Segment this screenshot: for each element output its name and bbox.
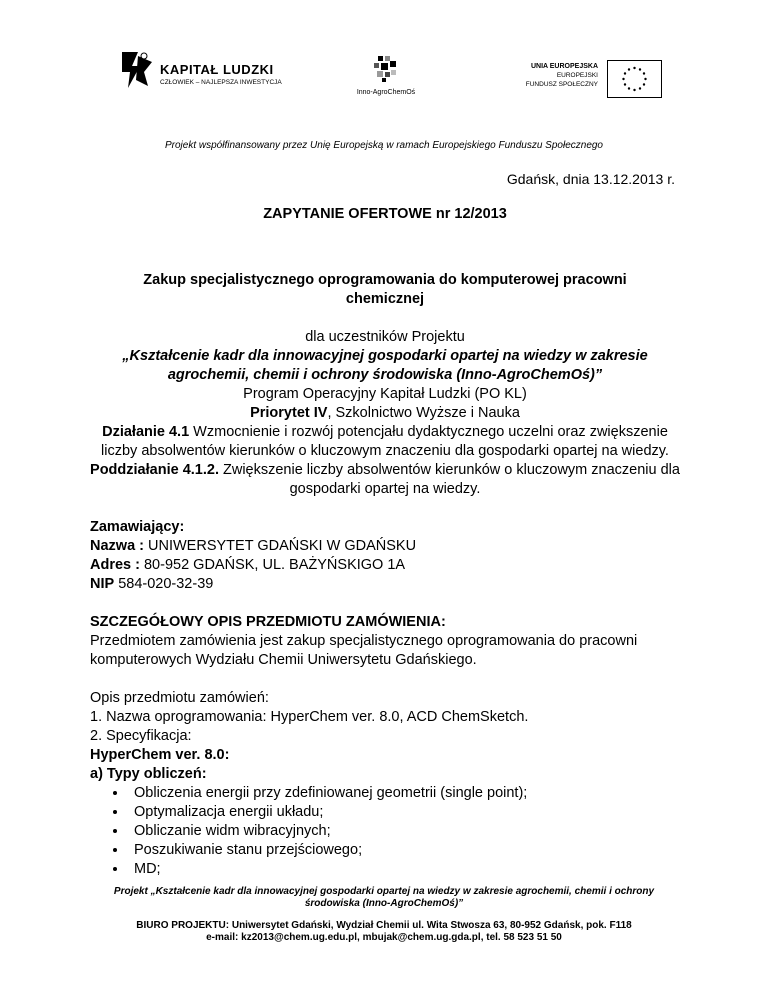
orderer-name-line [90,537,680,556]
priority-label: Priorytet IV [250,405,328,421]
orderer-name-label: Nazwa : [90,538,144,554]
eu-flag-icon [607,60,662,98]
action-label: Działanie 4.1 [102,424,190,440]
kapital-ludzki-subtitle: CZŁOWIEK – NAJLEPSZA INWESTYCJA [160,79,282,86]
kapital-ludzki-title: KAPITAŁ LUDZKI [160,62,274,77]
subaction-label: Poddziałanie 4.1.2. [90,462,219,478]
list-item: • Obliczenia energii przy zdefiniowanej geometrii (single point); [128,784,680,803]
eu-line-2: EUROPEJSKI [556,72,598,79]
footer-contact: e-mail: kz2013@chem.ug.edu.pl, mbujak@chem.ug.gda.pl, tel. 58 523 51 50 [206,932,562,943]
eu-line-3: FUNDUSZ SPOŁECZNY [525,81,598,88]
orderer-name-value: UNIWERSYTET GDAŃSKI W GDAŃSKU [144,538,417,554]
orderer-nip-value: 584-020-32-39 [114,576,214,592]
footer-office: BIURO PROJEKTU: Uniwersytet Gdański, Wydział Chemii ul. Wita Stwosza 63, 80-952 Gdańsk, pok. F118 [136,920,632,931]
project-name: „Kształcenie kadr dla innowacyjnej gospodarki opartej na wiedzy w zakresie agrochemii, chemii i ochrony środowiska (Inno-AgroChemOś)” [122,348,648,383]
orderer-section [90,518,680,594]
cofinancing-note: Projekt współfinansowany przez Unię Europejską w ramach Europejskiego Funduszu Społecznego [164,140,603,151]
action-line [90,423,680,461]
eu-line-1: UNIA EUROPEJSKA [530,63,598,70]
description-heading: SZCZEGÓŁOWY OPIS PRZEDMIOTU ZAMÓWIENIA: [90,614,446,630]
orderer-nip-label: NIP [90,576,115,592]
description-text: Przedmiotem zamówienia jest zakup specjalistycznego oprogramowania do pracowni komputerowych Wydziału Chemii Uniwersytetu Gdańskiego. [90,633,638,668]
list-item: • Optymalizacja energii układu; [128,803,680,822]
specification-section [90,689,680,879]
program-name: Program Operacyjny Kapitał Ludzki (PO KL) [243,386,527,402]
spec-item-2: 2. Specyfikacja: [90,728,192,744]
spec-intro: Opis przedmiotu zamówień: [90,690,269,706]
spec-item-1: 1. Nazwa oprogramowania: HyperChem ver. 8.0, ACD ChemSketch. [90,709,529,725]
inquiry-title: ZAPYTANIE OFERTOWE nr 12/2013 [263,206,507,222]
kapital-ludzki-emblem-icon [118,50,154,90]
project-section [90,328,680,499]
kapital-ludzki-logo [118,50,282,95]
subject-title: Zakup specjalistycznego oprogramowania do komputerowej pracowni chemicznej [143,272,627,307]
project-intro: dla uczestników Projektu [305,329,465,345]
action-text: Wzmocnienie i rozwój potencjału dydaktycznego uczelni oraz zwiększenie liczby absolwentów kierunków o kluczowym znaczeniu dla gospodarki opartej na wiedzy. [101,424,669,459]
priority-line [90,404,680,423]
orderer-nip-line [90,575,680,594]
eu-logo-text [518,62,598,89]
calc-list [90,784,680,879]
document-body [90,205,680,879]
inno-pixel-mark-icon [374,56,398,82]
subaction-line [90,461,680,499]
inno-agrochemos-logo [346,56,426,96]
list-item: • Obliczanie widm wibracyjnych; [128,822,680,841]
list-item: • MD; [128,860,680,879]
software-name: HyperChem ver. 8.0: [90,747,230,763]
calc-heading: a) Typy obliczeń: [90,766,207,782]
priority-text: , Szkolnictwo Wyższe i Nauka [327,405,520,421]
orderer-address-value: 80-952 GDAŃSK, UL. BAŻYŃSKIGO 1A [139,557,406,573]
document-date: Gdańsk, dnia 13.12.2013 r. [506,171,675,187]
subaction-text: Zwiększenie liczby absolwentów kierunków o kluczowym znaczeniu dla gospodarki opartej na wiedzy. [218,462,680,497]
description-section [90,613,680,670]
orderer-address-line [90,556,680,575]
inno-logo-name: Inno-AgroChemOś [356,89,416,96]
orderer-address-label: Adres : [90,557,140,573]
orderer-heading: Zamawiający: [90,519,185,535]
page-footer [0,886,768,944]
logo-header [0,0,768,130]
list-item: • Poszukiwanie stanu przejściowego; [128,841,680,860]
footer-project: Projekt „Kształcenie kadr dla innowacyjnej gospodarki opartej na wiedzy w zakresie agrochemii, chemii i ochrony środowiska (Inno-AgroChemOś)” [113,886,655,909]
